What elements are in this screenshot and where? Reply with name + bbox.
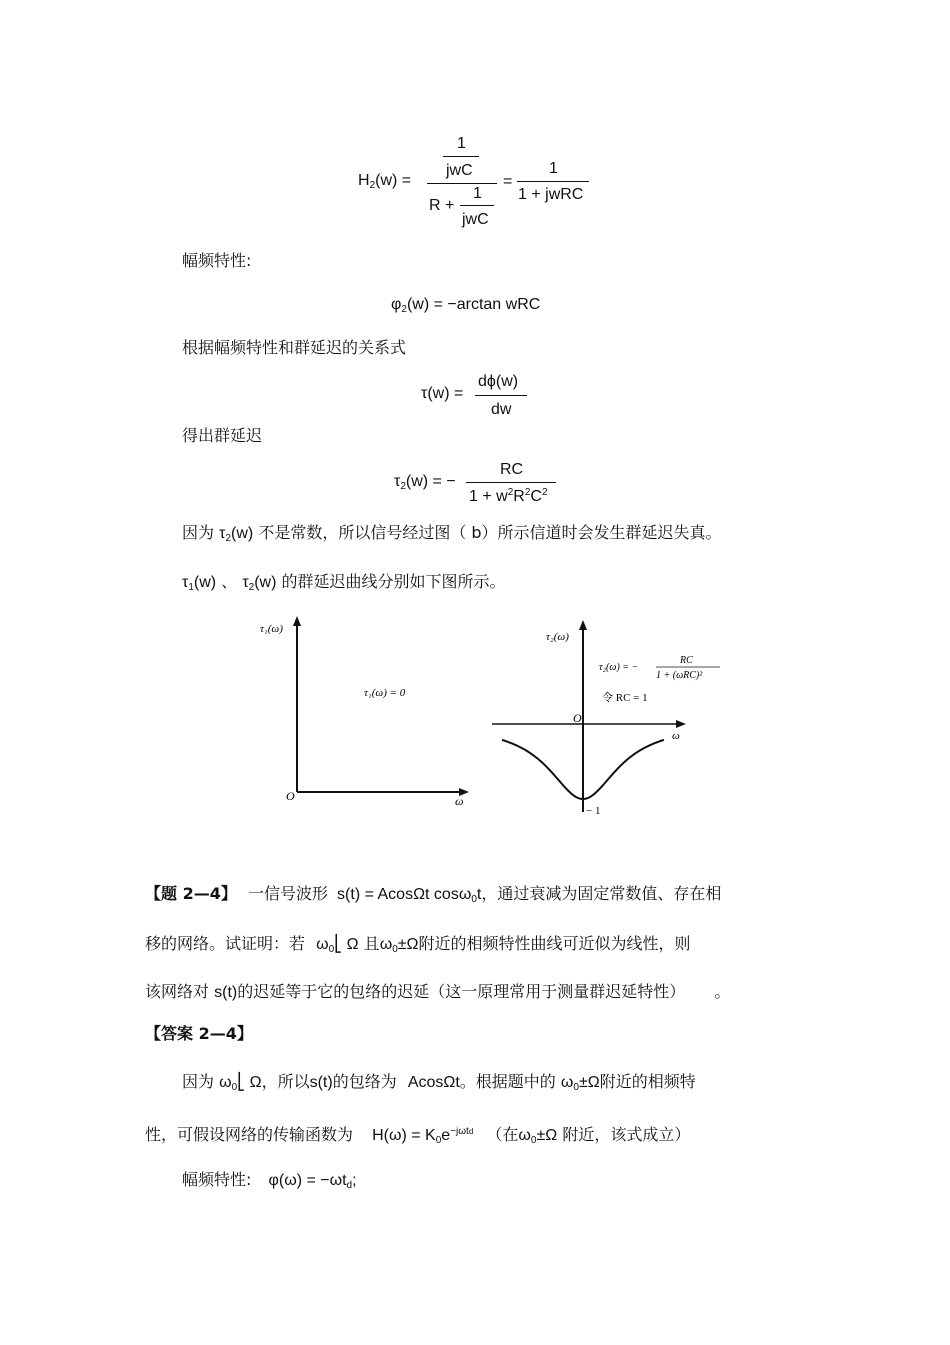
eq-h2-den-left: R + — [429, 197, 455, 214]
right-formula-den: 1 + (ωRC)² — [656, 670, 703, 681]
answer-tag: 【答案 2—4】 — [145, 1024, 253, 1043]
right-origin: O — [573, 711, 582, 725]
eq-h2-rhs-den: 1 + jwRC — [518, 186, 584, 203]
left-origin: O — [286, 789, 295, 803]
eq-h2-rhs-num: 1 — [549, 160, 558, 177]
text-relation: 根据幅频特性和群延迟的关系式 — [182, 338, 407, 357]
right-note: 令 RC = 1 — [602, 692, 648, 704]
eq-h2-main-bar — [427, 183, 497, 184]
para-curves: $\tau_1(w)$ 、 $\tau_2(w)$ 的群延迟曲线分别如下图所示。 — [182, 572, 506, 593]
eq-h2-lhs: $H_2(w)$ = — [358, 172, 412, 191]
problem-line-3: 该网络对 s(t)的迟延等于它的包络的迟延（这一原理常用于测量群迟延特性） 。 — [145, 982, 731, 1001]
eq-phi2: $\varphi_2(w) = -\arctan$ wRC — [391, 296, 541, 315]
eq-tau-lhs: τ(w) = — [421, 385, 464, 402]
eq-h2-den-frac-bar — [460, 205, 494, 206]
eq-tau-den: dw — [491, 401, 512, 418]
left-y-label: τ₁(ω) — [260, 623, 283, 635]
left-y-arrow — [293, 616, 301, 626]
right-min-label: − 1 — [586, 805, 601, 817]
eq-tau2-den: $1 + w^2R^2C^2$ — [469, 487, 548, 505]
figure-left — [260, 616, 469, 808]
label-amp-freq: 幅频特性: — [182, 251, 252, 270]
answer-line-2: 性，可假设网络的传输函数为 $H(\omega) = K_0e^{-j\omega td}$ （在$\omega_0\pm\Omega$ 附近，该式成立） — [145, 1125, 691, 1146]
eq-h2-inner-den: jwC — [446, 162, 473, 179]
eq-tau2-bar — [466, 482, 556, 483]
figure-right — [492, 620, 720, 817]
eq-h2-rhs-bar — [517, 181, 589, 182]
right-x-label: ω — [672, 730, 680, 742]
answer-line-3: 幅频特性: $\varphi(\omega) = -\omega t_d$; — [182, 1170, 357, 1191]
eq-h2-inner-bar — [443, 156, 479, 157]
right-x-arrow — [676, 720, 686, 728]
right-formula-num: RC — [680, 655, 693, 666]
eq-tau-num: dϕ(w) — [478, 373, 519, 390]
eq-tau-bar — [475, 395, 527, 396]
eq-h2-den-frac-num: 1 — [473, 185, 482, 202]
right-y-arrow — [579, 620, 587, 630]
para-because: 因为 $\tau_2(w)$ 不是常数，所以信号经过图（ b）所示信道时会发生群延迟失真。 — [182, 523, 722, 544]
problem-line-2: 移的网络。试证明：若 $\omega_0⎣$ Ω 且$\omega_0\pm\Omega$附近的相频特性曲线可近似为线性，则 — [145, 934, 691, 955]
eq-tau2-lhs: $\tau_2(w)$ = − — [394, 473, 456, 492]
figures — [240, 612, 720, 827]
right-y-label: τ₂(ω) — [546, 631, 569, 643]
right-formula-lhs: τ₂(ω) = − — [599, 662, 639, 673]
eq-h2-den-frac-den: jwC — [462, 211, 489, 228]
answer-line-1: 因为 $\omega_0⎣$ Ω，所以s(t)的包络为 AcosΩt。根据题中的 $\omega_0\pm\Omega$附近的相频特 — [182, 1072, 696, 1093]
eq-h2-equals: = — [503, 173, 513, 190]
problem-line-1: 【题 2—4】 一信号波形 s(t) = AcosΩt cosω$_0$t，通过衰减为固定常数值、存在相 — [145, 884, 722, 905]
left-x-label: ω — [455, 794, 464, 808]
text-derive: 得出群延迟 — [182, 426, 263, 445]
left-annotation: τ₁(ω) = 0 — [364, 687, 406, 699]
eq-tau2-num: RC — [500, 461, 524, 478]
eq-h2-inner-num: 1 — [457, 135, 466, 152]
